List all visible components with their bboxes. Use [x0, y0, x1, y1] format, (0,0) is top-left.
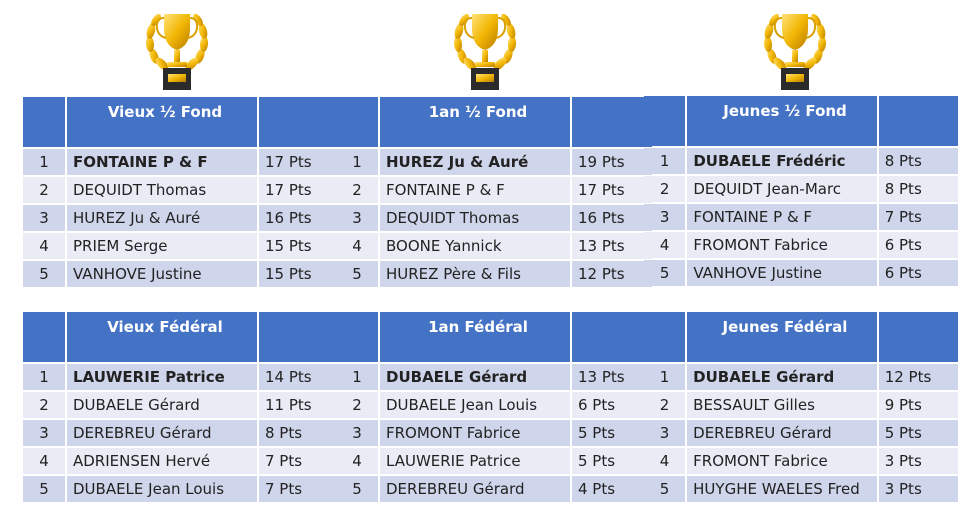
points-cell: 13 Pts — [572, 233, 652, 259]
points-cell: 11 Pts — [259, 392, 339, 418]
rank-cell: 3 — [644, 204, 685, 230]
table-row — [336, 233, 652, 259]
table-row — [644, 148, 958, 174]
rank-cell: 5 — [336, 476, 378, 502]
rank-cell: 5 — [23, 261, 65, 287]
points-cell: 3 Pts — [879, 448, 958, 474]
name-cell: DUBAELE Gérard — [67, 392, 257, 418]
name-cell: HUYGHE WAELES Fred — [687, 476, 877, 502]
table-row — [644, 392, 958, 418]
name-cell: DEREBREU Gérard — [687, 420, 877, 446]
points-cell: 7 Pts — [259, 448, 339, 474]
table-row — [23, 392, 339, 418]
points-cell: 14 Pts — [259, 364, 339, 390]
points-cell: 19 Pts — [572, 149, 652, 175]
table-row — [23, 205, 339, 231]
points-cell: 7 Pts — [259, 476, 339, 502]
points-cell: 13 Pts — [572, 364, 652, 390]
name-cell: ADRIENSEN Hervé — [67, 448, 257, 474]
table-header — [336, 312, 652, 362]
name-cell: LAUWERIE Patrice — [380, 448, 570, 474]
points-cell: 8 Pts — [879, 148, 958, 174]
table-row — [336, 364, 652, 390]
table-row — [336, 420, 652, 446]
rank-cell: 2 — [336, 392, 378, 418]
table-row — [644, 232, 958, 258]
name-cell: FROMONT Fabrice — [380, 420, 570, 446]
name-cell: DEQUIDT Thomas — [67, 177, 257, 203]
table-row — [336, 149, 652, 175]
name-cell: HUREZ Ju & Auré — [380, 149, 570, 175]
name-cell: FONTAINE P & F — [687, 204, 876, 230]
table-row — [23, 364, 339, 390]
points-cell: 5 Pts — [879, 420, 958, 446]
name-cell: DEREBREU Gérard — [380, 476, 570, 502]
rank-cell: 2 — [644, 176, 685, 202]
rank-cell: 1 — [336, 149, 378, 175]
table-title: Vieux Fédéral — [67, 312, 257, 362]
rank-cell: 5 — [644, 476, 685, 502]
rank-cell: 1 — [644, 364, 685, 390]
rank-cell: 4 — [23, 448, 65, 474]
rank-cell: 5 — [644, 260, 685, 286]
name-cell: LAUWERIE Patrice — [67, 364, 257, 390]
table-row — [23, 233, 339, 259]
table-row — [23, 448, 339, 474]
rank-cell: 3 — [23, 420, 65, 446]
table-header — [23, 97, 339, 147]
table-title: 1an Fédéral — [380, 312, 570, 362]
name-cell: DEREBREU Gérard — [67, 420, 257, 446]
table-row — [644, 476, 958, 502]
points-cell: 6 Pts — [879, 232, 958, 258]
rank-cell: 2 — [23, 392, 65, 418]
points-cell: 15 Pts — [259, 261, 339, 287]
rank-cell: 1 — [644, 148, 685, 174]
table-header — [336, 97, 652, 147]
points-cell: 17 Pts — [572, 177, 652, 203]
name-cell: HUREZ Père & Fils — [380, 261, 570, 287]
table-title: Vieux ½ Fond — [67, 97, 257, 147]
rank-cell: 4 — [644, 448, 685, 474]
table-row — [644, 420, 958, 446]
ranking-table — [642, 94, 960, 288]
name-cell: DUBAELE Jean Louis — [67, 476, 257, 502]
ranking-table — [21, 310, 341, 504]
points-cell: 6 Pts — [879, 260, 958, 286]
points-cell: 12 Pts — [572, 261, 652, 287]
table-title: Jeunes ½ Fond — [687, 96, 876, 146]
rank-cell: 2 — [644, 392, 685, 418]
points-cell: 5 Pts — [572, 420, 652, 446]
rank-cell: 5 — [336, 261, 378, 287]
points-cell: 8 Pts — [259, 420, 339, 446]
table-row — [336, 205, 652, 231]
name-cell: FROMONT Fabrice — [687, 232, 876, 258]
name-cell: DEQUIDT Thomas — [380, 205, 570, 231]
name-cell: DUBAELE Gérard — [687, 364, 877, 390]
name-cell: DEQUIDT Jean-Marc — [687, 176, 876, 202]
points-cell: 17 Pts — [259, 177, 339, 203]
table-header — [644, 96, 958, 146]
rank-cell: 4 — [336, 448, 378, 474]
points-cell: 3 Pts — [879, 476, 958, 502]
trophy-icon — [142, 6, 212, 94]
points-cell: 5 Pts — [572, 448, 652, 474]
table-row — [23, 476, 339, 502]
name-cell: BESSAULT Gilles — [687, 392, 877, 418]
trophy-icon — [760, 6, 830, 94]
rank-cell: 1 — [336, 364, 378, 390]
name-cell: FONTAINE P & F — [380, 177, 570, 203]
points-cell: 9 Pts — [879, 392, 958, 418]
points-cell: 17 Pts — [259, 149, 339, 175]
name-cell: DUBAELE Gérard — [380, 364, 570, 390]
rank-cell: 2 — [23, 177, 65, 203]
points-cell: 16 Pts — [572, 205, 652, 231]
table-row — [23, 177, 339, 203]
name-cell: DUBAELE Frédéric — [687, 148, 876, 174]
table-title: Jeunes Fédéral — [687, 312, 877, 362]
rank-cell: 2 — [336, 177, 378, 203]
table-row — [336, 448, 652, 474]
name-cell: VANHOVE Justine — [67, 261, 257, 287]
points-cell: 4 Pts — [572, 476, 652, 502]
name-cell: FROMONT Fabrice — [687, 448, 877, 474]
table-row — [23, 261, 339, 287]
name-cell: HUREZ Ju & Auré — [67, 205, 257, 231]
table-row — [336, 261, 652, 287]
points-cell: 15 Pts — [259, 233, 339, 259]
table-row — [644, 364, 958, 390]
ranking-table — [334, 95, 654, 289]
table-row — [644, 176, 958, 202]
name-cell: PRIEM Serge — [67, 233, 257, 259]
rank-cell: 3 — [336, 205, 378, 231]
table-title: 1an ½ Fond — [380, 97, 570, 147]
ranking-table — [642, 310, 960, 504]
trophy-icon — [450, 6, 520, 94]
table-header — [23, 312, 339, 362]
rank-cell: 4 — [336, 233, 378, 259]
rank-cell: 1 — [23, 364, 65, 390]
table-row — [23, 149, 339, 175]
table-row — [644, 204, 958, 230]
rank-cell: 5 — [23, 476, 65, 502]
rank-cell: 4 — [644, 232, 685, 258]
name-cell: FONTAINE P & F — [67, 149, 257, 175]
rank-cell: 3 — [336, 420, 378, 446]
table-header — [644, 312, 958, 362]
table-row — [23, 420, 339, 446]
points-cell: 12 Pts — [879, 364, 958, 390]
rank-cell: 1 — [23, 149, 65, 175]
points-cell: 16 Pts — [259, 205, 339, 231]
table-row — [336, 177, 652, 203]
name-cell: VANHOVE Justine — [687, 260, 876, 286]
table-row — [336, 476, 652, 502]
rank-cell: 3 — [23, 205, 65, 231]
table-row — [644, 260, 958, 286]
name-cell: DUBAELE Jean Louis — [380, 392, 570, 418]
rank-cell: 3 — [644, 420, 685, 446]
points-cell: 8 Pts — [879, 176, 958, 202]
ranking-table — [21, 95, 341, 289]
rank-cell: 4 — [23, 233, 65, 259]
name-cell: BOONE Yannick — [380, 233, 570, 259]
points-cell: 6 Pts — [572, 392, 652, 418]
table-row — [644, 448, 958, 474]
points-cell: 7 Pts — [879, 204, 958, 230]
ranking-table — [334, 310, 654, 504]
table-row — [336, 392, 652, 418]
